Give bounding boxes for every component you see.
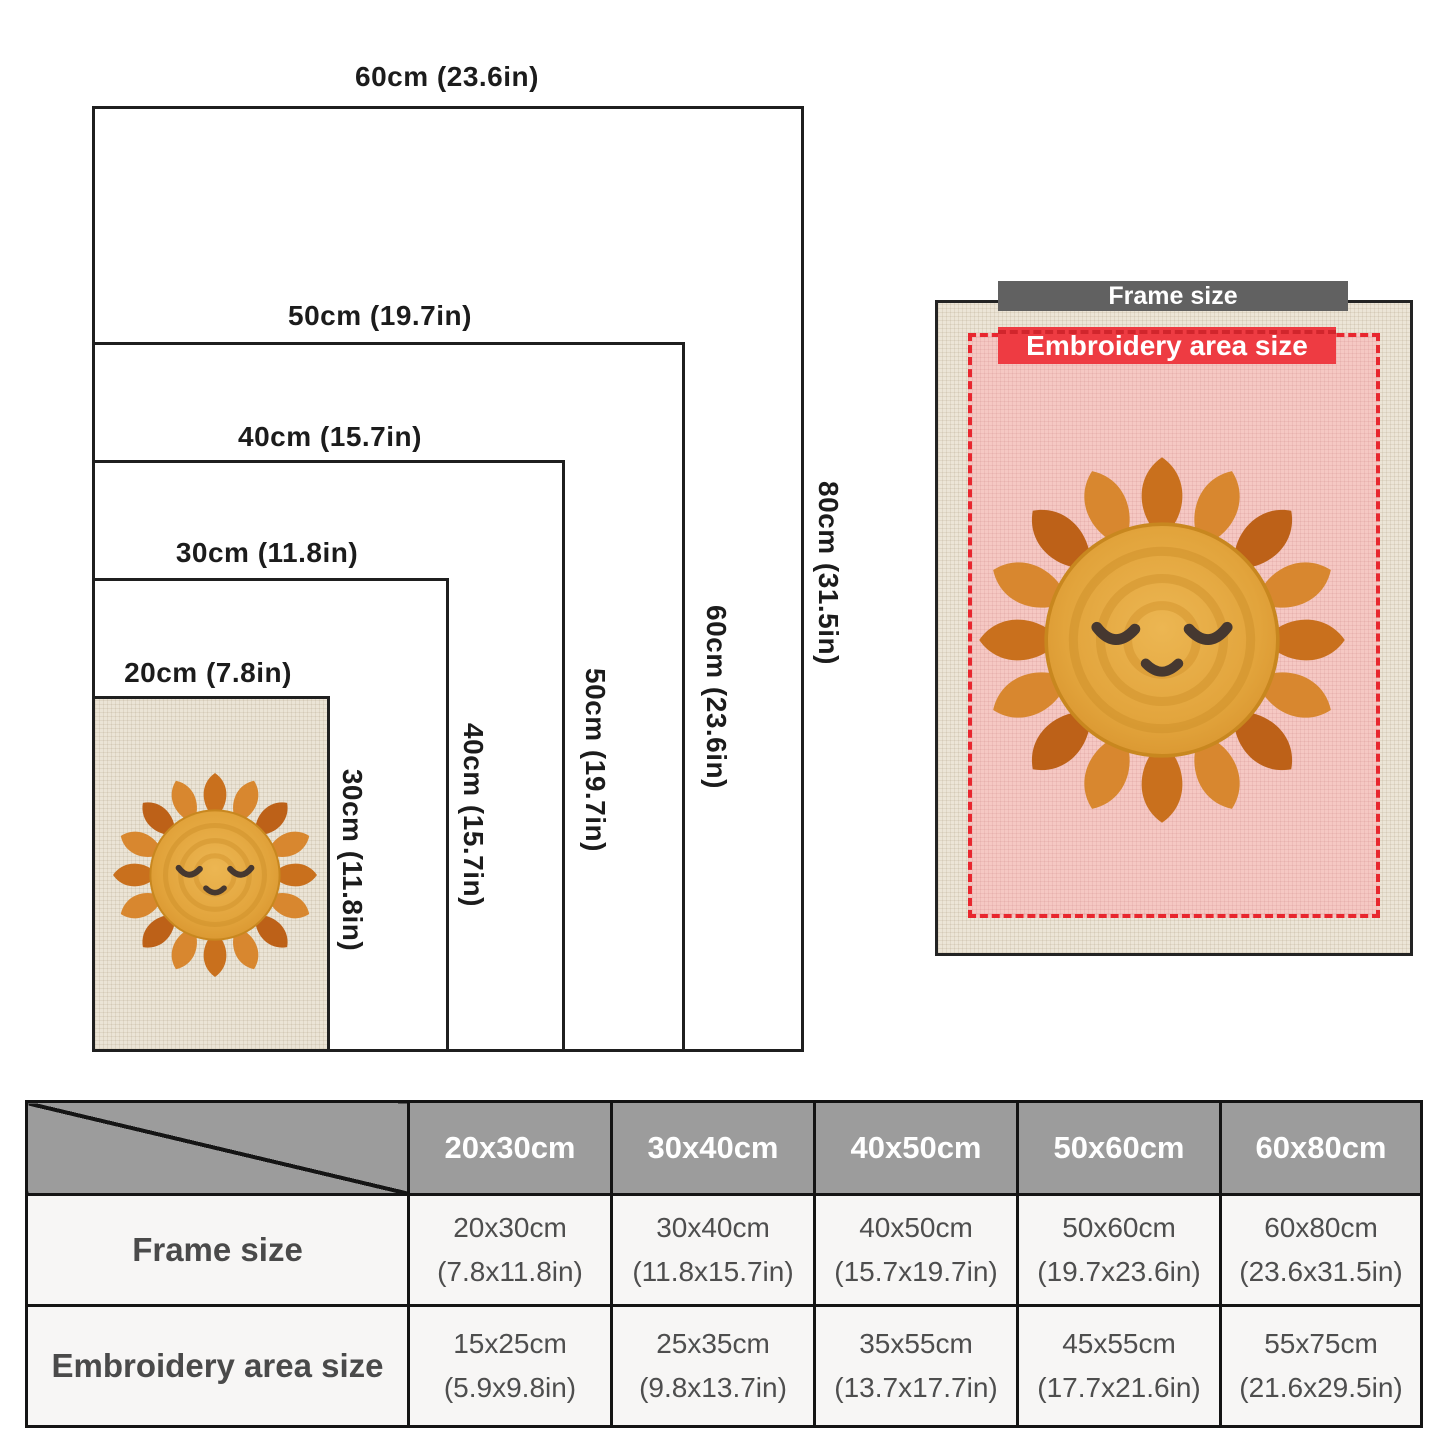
cm-value: 45x55cm: [1062, 1328, 1176, 1359]
col-header-60x80cm: 60x80cm: [1221, 1102, 1422, 1195]
in-value: (9.8x13.7in): [639, 1372, 787, 1403]
embroidery-area-cell: [1018, 1306, 1221, 1427]
embroidery-area-row: [27, 1306, 1422, 1427]
cm-value: 40x50cm: [859, 1212, 973, 1243]
cm-value: 60x80cm: [1264, 1212, 1378, 1243]
col-header-30x40cm: 30x40cm: [612, 1102, 815, 1195]
embroidery-area-cell: [409, 1306, 612, 1427]
height-label-40cm: 40cm (15.7in): [458, 723, 489, 907]
sun-embroidery-icon: [972, 450, 1352, 830]
frame-size-bar: [998, 281, 1348, 311]
in-value: (23.6x31.5in): [1239, 1256, 1403, 1287]
in-value: (5.9x9.8in): [443, 1372, 577, 1403]
width-label-30cm: 30cm (11.8in): [175, 537, 359, 568]
embroidery-area-cell: [612, 1306, 815, 1427]
in-value: (11.8x15.7in): [632, 1256, 794, 1287]
embroidery-area-bar: [998, 327, 1336, 364]
width-label-20cm: 20cm (7.8in): [124, 657, 292, 688]
embroidery-area-cell: [1221, 1306, 1422, 1427]
frame-embroidery-photo: [935, 300, 1413, 956]
embroidery-area-bar-label: Embroidery area size: [1026, 329, 1308, 361]
frame-size-bar-label: Frame size: [1108, 281, 1238, 310]
col-header-20x30cm: 20x30cm: [409, 1102, 612, 1195]
in-value: (15.7x19.7in): [834, 1256, 998, 1287]
row-header-embroidery-area: Embroidery area size: [27, 1306, 409, 1427]
size-rect-20x30: [92, 696, 330, 1052]
cm-value: 30x40cm: [656, 1212, 770, 1243]
embroidery-area-cell: [815, 1306, 1018, 1427]
frame-size-cell: [1221, 1195, 1422, 1306]
sun-embroidery-icon: [109, 769, 321, 981]
cm-value: 25x35cm: [656, 1328, 770, 1359]
cm-value: 20x30cm: [453, 1212, 567, 1243]
row-header-frame-size: Frame size: [27, 1195, 409, 1306]
cm-value: 35x55cm: [859, 1328, 973, 1359]
in-value: (13.7x17.7in): [834, 1372, 998, 1403]
height-label-50cm: 50cm (19.7in): [580, 668, 611, 852]
height-label-30cm: 30cm (11.8in): [337, 768, 368, 952]
in-value: (7.8x11.8in): [437, 1256, 583, 1287]
height-label-80cm: 80cm (31.5in): [813, 481, 844, 665]
mini-embroidery-photo: [95, 699, 327, 1049]
frame-size-cell: [1018, 1195, 1221, 1306]
in-value: (17.7x21.6in): [1037, 1372, 1201, 1403]
height-label-60cm: 60cm (23.6in): [701, 605, 732, 789]
frame-size-row: [27, 1195, 1422, 1306]
frame-size-cell: [612, 1195, 815, 1306]
diagonal-header-cell: [27, 1102, 409, 1195]
cm-value: 15x25cm: [453, 1328, 567, 1359]
in-value: (19.7x23.6in): [1037, 1256, 1201, 1287]
col-header-50x60cm: 50x60cm: [1018, 1102, 1221, 1195]
table-header-row: [27, 1102, 1422, 1195]
width-label-60cm: 60cm (23.6in): [355, 61, 539, 92]
size-table: [25, 1100, 1423, 1428]
cm-value: 50x60cm: [1062, 1212, 1176, 1243]
width-label-50cm: 50cm (19.7in): [288, 300, 472, 331]
in-value: (21.6x29.5in): [1239, 1372, 1403, 1403]
frame-size-cell: [409, 1195, 612, 1306]
width-label-40cm: 40cm (15.7in): [238, 421, 422, 452]
col-header-40x50cm: 40x50cm: [815, 1102, 1018, 1195]
cm-value: 55x75cm: [1264, 1328, 1378, 1359]
frame-size-cell: [815, 1195, 1018, 1306]
